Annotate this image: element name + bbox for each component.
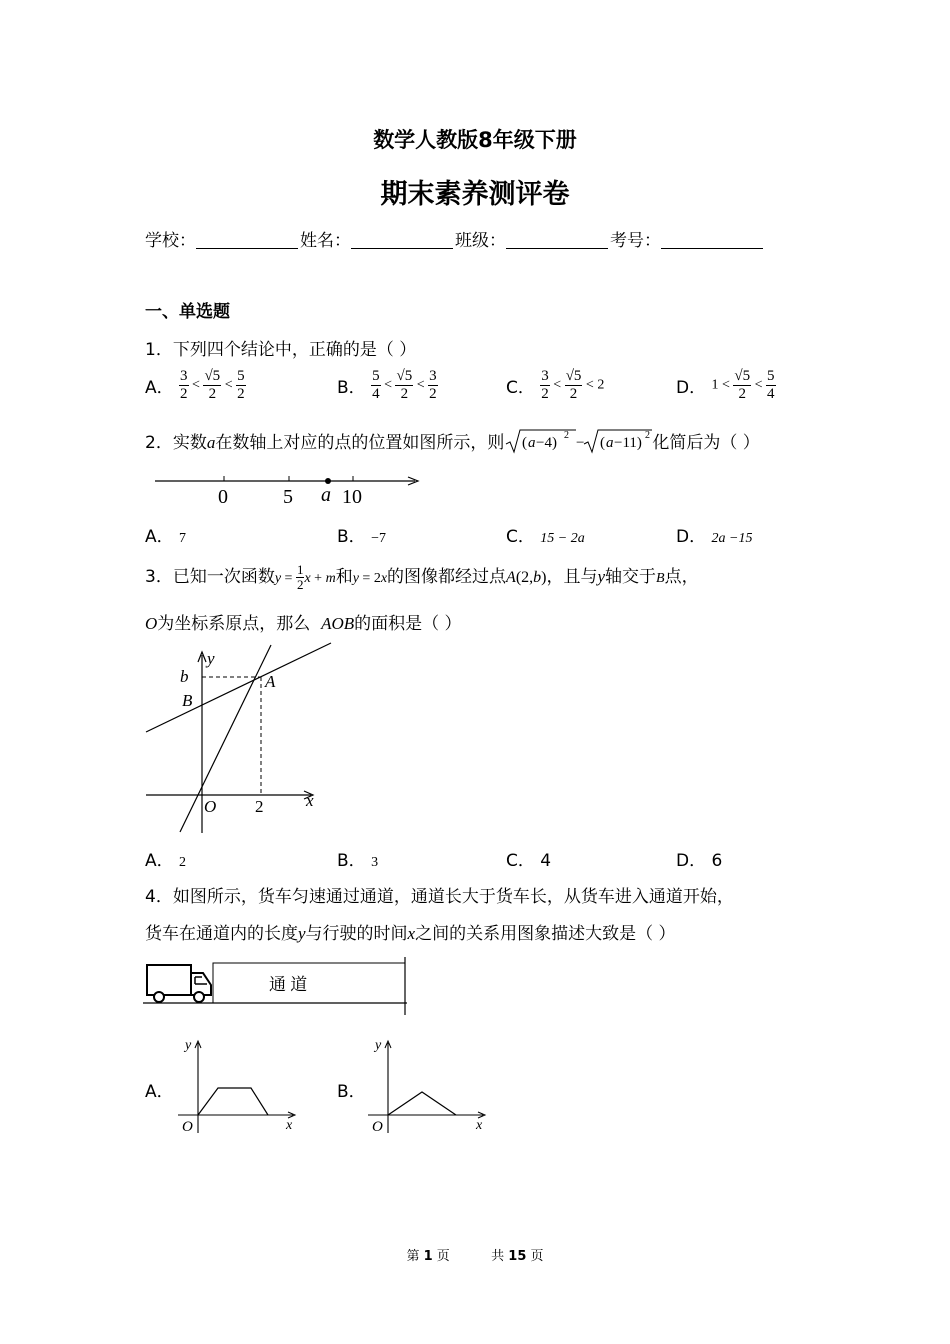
label-x: x xyxy=(306,791,314,810)
point-label-a: a xyxy=(321,484,331,506)
truck-icon xyxy=(147,965,211,1002)
doc-title: 数学人教版8年级下册 xyxy=(373,128,577,152)
tick-label-10: 10 xyxy=(342,486,362,507)
q2-number-line xyxy=(150,465,425,507)
school-label: 学校： xyxy=(145,231,196,251)
frac: $\frac{3}{2}$ xyxy=(429,368,437,402)
name-blank xyxy=(351,232,453,249)
q4-stem-line1: 4．如图所示，货车匀速通过通道，通道长大于货车长，从货车进入通道开始， xyxy=(145,887,734,907)
svg-text:−11): −11) xyxy=(614,435,643,451)
frac: $\frac{3}{2}$ xyxy=(180,368,188,402)
label-b: b xyxy=(180,667,189,686)
tick-label-5: 5 xyxy=(283,486,293,507)
label-O: O xyxy=(182,1119,193,1135)
graph-trapezoid xyxy=(198,1088,268,1115)
q1-stem: 1．下列四个结论中，正确的是（ ） xyxy=(145,340,417,360)
q2-option-a: A． 7 xyxy=(145,527,187,547)
label-B: B xyxy=(182,691,193,710)
label-y: y xyxy=(207,649,215,668)
frac: $\frac{√5}{2}$ xyxy=(565,368,582,402)
q2-stem: 2．实数a在数轴上对应的点的位置如图所示，则 ( a −4) 2 − ( a −11) 2 化简后为（ ） xyxy=(145,430,760,453)
q4-option-b-label: B． xyxy=(337,1082,366,1102)
page-number: 1 xyxy=(423,1249,433,1264)
label-O: O xyxy=(372,1119,383,1135)
exam-no-label: 考号： xyxy=(610,231,661,251)
svg-text:(: ( xyxy=(522,435,528,451)
frac: $\frac{3}{2}$ xyxy=(541,368,549,402)
q3-option-a: A． 2 xyxy=(145,851,187,871)
q2-option-d: D． 2a −15 xyxy=(676,527,753,547)
class-label: 班级： xyxy=(455,231,506,251)
label-y: y xyxy=(375,1038,382,1053)
label-O: O xyxy=(204,797,217,816)
svg-text:−: − xyxy=(576,435,585,451)
svg-text:a: a xyxy=(528,435,536,451)
line-y-half-x-plus-m xyxy=(146,643,331,732)
q1-option-d: D． 1 < $\frac{√5}{2}$ < $\frac{5}{4}$ xyxy=(676,368,775,402)
name-label: 姓名： xyxy=(300,231,351,251)
q4-stem-line2: 货车在通道内的长度y与行驶的时间x之间的关系用图象描述大致是（ ） xyxy=(145,924,676,944)
exam-no-blank xyxy=(661,232,763,249)
svg-text:a: a xyxy=(606,435,614,451)
q1-option-a: A． $\frac{3}{2}$ < $\frac{√5}{2}$ < $\frac{5}{2}$ xyxy=(145,368,245,402)
student-info-line xyxy=(145,226,765,251)
q4-truck-tunnel-figure xyxy=(143,955,413,1017)
label-2: 2 xyxy=(255,797,264,816)
tunnel-label: 通 道 xyxy=(269,975,308,994)
frac: $\frac{√5}{2}$ xyxy=(396,368,413,402)
label-x: x xyxy=(476,1118,483,1133)
frac: $\frac{5}{4}$ xyxy=(372,368,380,402)
q1-option-c-label: C． xyxy=(506,378,535,398)
q3-stem-line2: O为坐标系原点，那么 AOB的面积是（ ） xyxy=(145,614,462,634)
section-heading: 一、单选题 xyxy=(145,302,230,322)
frac: $\frac{5}{4}$ xyxy=(767,368,775,402)
page-footer: 第 1 页 共 15 页 xyxy=(406,1249,544,1264)
frac: $\frac{√5}{2}$ xyxy=(734,368,751,402)
q3-option-c: C． 4 xyxy=(506,851,552,871)
svg-text:(: ( xyxy=(600,435,606,451)
q3-option-d: D． 6 xyxy=(676,851,723,871)
q1-option-a-label: A． xyxy=(145,378,174,398)
tunnel-box xyxy=(213,963,405,1003)
tick-label-0: 0 xyxy=(218,486,228,507)
svg-text:−4): −4) xyxy=(536,435,558,451)
label-A: A xyxy=(265,672,276,691)
q2-radical-expression xyxy=(504,429,652,455)
q1-option-b-label: B． xyxy=(337,378,366,398)
q4-option-a-graph xyxy=(178,1035,303,1135)
q1-option-b: B． $\frac{5}{4}$ < $\frac{√5}{2}$ < $\frac{3}{2}$ xyxy=(337,368,437,402)
class-blank xyxy=(506,232,608,249)
q3-stem-line1: 3．已知一次函数y = $\frac{1}{2}$ x + m和y = 2x的图像都经过点A(2,b)，且与y轴交于B点， xyxy=(145,561,699,592)
label-y: y xyxy=(185,1038,192,1053)
frac: $\frac{5}{2}$ xyxy=(237,368,245,402)
label-x: x xyxy=(286,1118,293,1133)
svg-text:2: 2 xyxy=(564,430,570,441)
q3-option-b: B． 3 xyxy=(337,851,379,871)
q1-option-c: C． $\frac{3}{2}$ < $\frac{√5}{2}$ < 2 xyxy=(506,368,605,402)
school-blank xyxy=(196,232,298,249)
svg-text:2: 2 xyxy=(645,430,651,441)
q2-option-c: C． 15 − 2a xyxy=(506,527,585,547)
q3-coordinate-graph xyxy=(143,640,338,835)
q4-option-b-graph xyxy=(368,1035,493,1135)
graph-triangle xyxy=(388,1092,456,1115)
q1-option-d-label: D． xyxy=(676,378,707,398)
frac: $\frac{√5}{2}$ xyxy=(204,368,221,402)
doc-subtitle: 期末素养测评卷 xyxy=(380,179,570,210)
q2-option-b: B． −7 xyxy=(337,527,386,547)
total-pages: 15 xyxy=(508,1249,527,1264)
q4-option-a-label: A． xyxy=(145,1082,174,1102)
